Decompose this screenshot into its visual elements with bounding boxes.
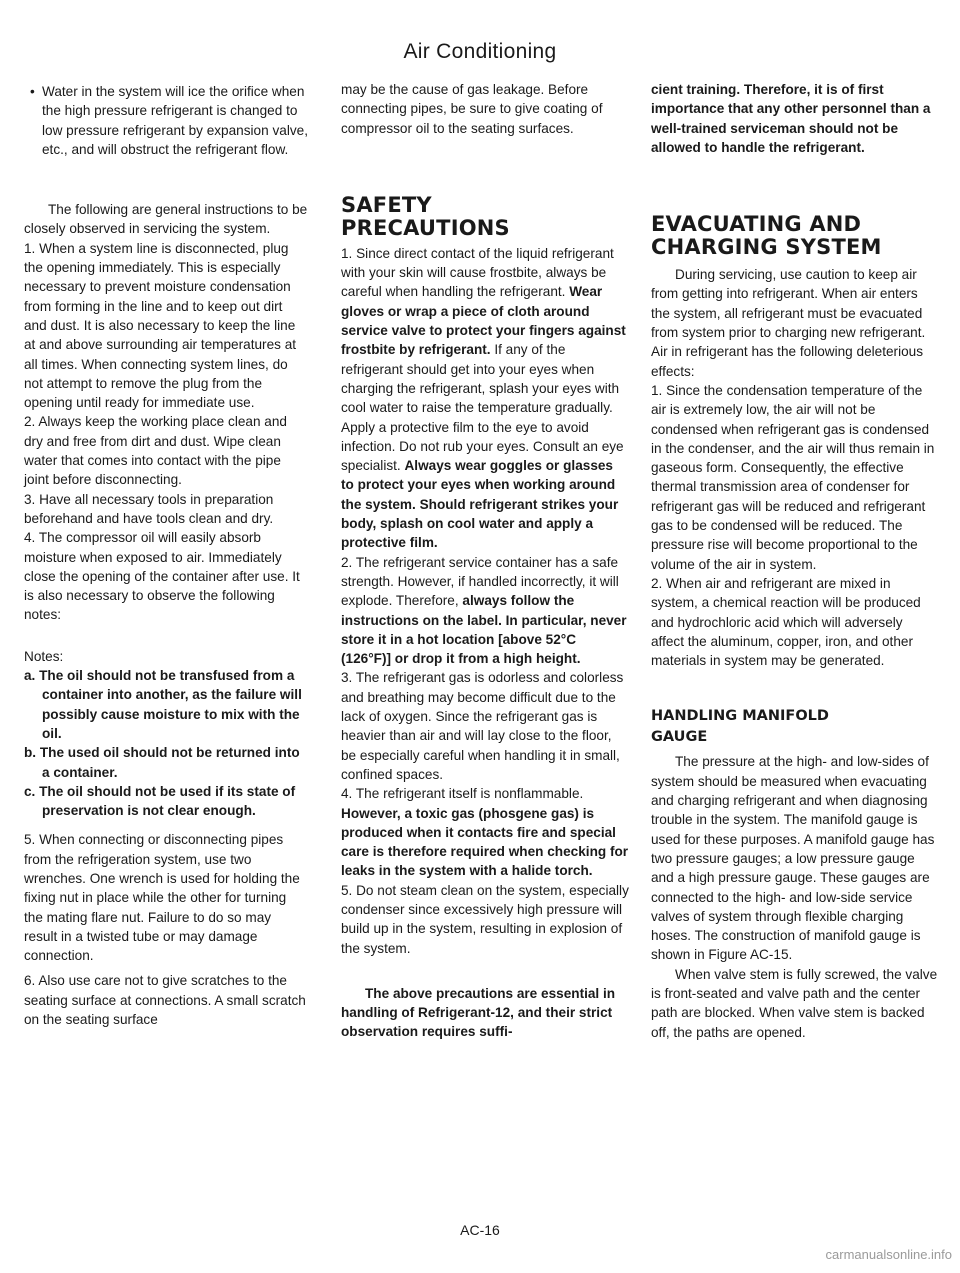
safety-item-1-emphasis: Wear gloves or wrap a piece of cloth around service valve to protect your fingers against frostbite by refrigerant. — [341, 284, 626, 358]
safety-item-4-emphasis: However, a toxic gas (phosgene gas) is produced when it contacts fire and special care is therefore required when checking for leaks in the system with a halide torch. — [341, 805, 629, 879]
notes-label: Notes: — [24, 648, 64, 664]
column-3 — [651, 80, 939, 1042]
manifold-paragraph-2: When valve stem is fully screwed, the valve is front-seated and valve path and the center path are blocked. When valve stem is backed off, the paths are opened. — [651, 966, 938, 1040]
note-c: c. The oil should not be used if its state of preservation is not clear enough. — [24, 783, 296, 819]
list-item-3: 3. Have all necessary tools in preparation beforehand and have tools clean and dry. — [24, 491, 274, 526]
intro-paragraph: During servicing, use caution to keep air from getting into refrigerant. When air enters the system, all refrigerant must be evacuated from system prior to charging new refrigerant. Air in refrigerant has the following deleterious effects: — [651, 267, 926, 379]
closing-paragraph: The above precautions are essential in handling of Refrigerant-12, and their strict observation requires suffi- — [341, 985, 616, 1040]
manifold-paragraph-1: The pressure at the high- and low-sides of system should be measured when evacuating and charging refrigerant and when diagnosing trouble in the system. The manifold gauge is used for these purposes. A manifold gauge has two pressure gauges; a low pressure gauge and a high pressure gauge. These gauges are connected to the high- and low-side service valves of system through flexible charging hoses. The construction of manifold gauge is shown in Figure AC-15. — [651, 754, 935, 963]
section-heading-safety: SAFETY PRECAUTIONS — [341, 192, 510, 240]
safety-item-3: 3. The refrigerant gas is odorless and colorless and breathing may become difficult due to the lack of oxygen. Since the refrigerant gas is heavier than air and will lay close to the floor, be especially careful when handling it in small, confined spaces. — [341, 670, 624, 782]
page-number: AC-16 — [460, 1222, 500, 1238]
list-item-5: 5. When connecting or disconnecting pipes from the refrigeration system, use two wrenches. One wrench is used for holding the fixing nut in place while the other for turning the mating flare nut. Failure to do so may result in a twisted tube or may damage connection. — [24, 832, 300, 964]
bullet-item — [30, 82, 308, 159]
bullet-text: Water in the system will ice the orifice when the high pressure refrigerant is changed to low pressure refrigerant by expansion valve, etc., and will obstruct the refrigerant flow. — [42, 84, 308, 157]
column-2 — [341, 80, 629, 1042]
column-1 — [24, 80, 308, 1029]
note-b: b. The used oil should not be returned into a container. — [24, 745, 300, 780]
subheading-manifold-gauge: HANDLING MANIFOLD GAUGE — [651, 708, 829, 746]
safety-item-4-text: 4. The refrigerant itself is nonflammable. — [341, 786, 584, 802]
note-a: a. The oil should not be transfused from a container into another, as the failure will possibly cause moisture to mix with the oil. — [24, 668, 302, 741]
list-item-2: 2. Always keep the working place clean and dry and free from dirt and dust. Wipe clean water that comes into contact with the pipe joint before disconnecting. — [24, 414, 287, 488]
safety-item-2 — [341, 553, 629, 669]
safety-item-5: 5. Do not steam clean on the system, especially condenser since excessively high pressure will build up in the system, resulting in explosion of the system. — [341, 882, 629, 956]
page-header-title: Air Conditioning — [403, 40, 557, 63]
effect-item-1: 1. Since the condensation temperature of the air is extremely low, the air will not be condensed when refrigerant gas is condensed in the condenser, and the air will thus remain in gaseous form. Consequently, the effective thermal transmission area of condenser for refrigerant gas will be reduced and refrigerant gas to be condensed will be reduced. The pressure rise will become proportional to the volume of the air in system. — [651, 382, 935, 572]
continued-paragraph: may be the cause of gas leakage. Before connecting pipes, be sure to give coating of compressor oil to the seating surfaces. — [341, 82, 603, 136]
safety-item-2-emphasis: always follow the instructions on the label. In particular, never store it in a hot location [above 52°C (126°F)] or drop it from a high height. — [341, 593, 627, 667]
safety-item-1 — [341, 244, 629, 553]
safety-item-4 — [341, 784, 629, 880]
effect-item-2: 2. When air and refrigerant are mixed in system, a chemical reaction will be produced and hydrochloric acid which will adversely affect the aluminum, copper, iron, and other materials in system may be generated. — [651, 575, 921, 669]
section-heading-evacuating: EVACUATING AND CHARGING SYSTEM — [651, 212, 882, 260]
safety-item-1-text: 1. Since direct contact of the liquid refrigerant with your skin will cause frostbite, always be careful when handling the refrigerant. — [341, 245, 614, 300]
watermark: carmanualsonline.info — [825, 1247, 952, 1262]
list-item-1: 1. When a system line is disconnected, plug the opening immediately. This is especially necessary to prevent moisture condensation from forming in the line and to keep out dirt and dust. It is also necessary to keep the line at and above surrounding air temperatures at all times. When connecting system lines, do not attempt to remove the plug from the opening until ready for immediate use. — [24, 240, 297, 411]
safety-item-1-emphasis-2: Always wear goggles or glasses to protect your eyes when working around the system. Should refrigerant strikes your body, splash on cool water and apply a protective film. — [341, 458, 619, 551]
bullet-icon: • — [30, 84, 35, 99]
intro-paragraph: The following are general instructions to be closely observed in servicing the system. — [24, 202, 308, 237]
list-item-4: 4. The compressor oil will easily absorb moisture when exposed to air. Immediately close the opening of the container after use. It is also necessary to observe the following notes: — [24, 530, 300, 623]
safety-item-1-text-2: If any of the refrigerant should get into your eyes when charging the refrigerant, splash your eyes with cool water to raise the temperature gradually. Apply a protective film to the eye to avoid infection. Do not rub your eyes. Consult an eye specialist. — [341, 342, 624, 474]
safety-item-2-text: 2. The refrigerant service container has a safe strength. However, if handled incorrectly, it will explode. Therefore, — [341, 554, 619, 609]
continued-paragraph: cient training. Therefore, it is of first importance that any other personnel than a well-trained serviceman should not be allowed to handle the refrigerant. — [651, 82, 931, 155]
list-item-6: 6. Also use care not to give scratches to the seating surface at connections. A small scratch on the seating surface — [24, 973, 306, 1028]
